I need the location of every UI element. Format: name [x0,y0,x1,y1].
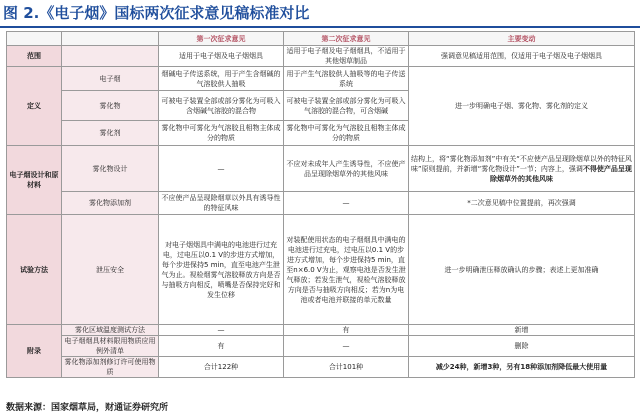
cell-change: 删除 [409,336,635,357]
change-highlight: 不得使产品呈现除烟草外的其他风味 [490,164,632,183]
table-row [7,67,635,91]
item-material-exceptions: 电子烟烟具材料限用物质应用例外清单 [62,336,159,357]
table-row [7,336,635,357]
cell-first-draft: 不应使产品呈现除烟草以外具有诱导性的特征风味 [159,192,284,215]
item-scope [62,46,159,67]
category-definition: 定义 [7,67,62,146]
cell-second-draft: 对装配使用状态的电子烟烟具中满电的电池进行过充电，过电压以0.1 V的步进方式增加，每个步进保持5 min，直至n×6.0 V为止，观察电池是否发生泄气释放；若发生泄气，视检气溶胶释放方向是否与抽吸方向相反；若为n为电池或者电池并联接的单元数量 [284,215,409,325]
item-ecig: 电子烟 [62,67,159,91]
cell-change: 进一步明确泄压释放确认的步骤；表述上更加准确 [409,215,635,325]
cell-first-draft: 适用于电子烟及电子烟烟具 [159,46,284,67]
category-design-materials: 电子烟设计和原材料 [7,146,62,215]
header-item [62,32,159,46]
cell-second-draft: — [284,336,409,357]
category-test-method: 试验方法 [7,215,62,325]
category-scope: 范围 [7,46,62,67]
change-text: 结构上，将“雾化物添加剂”中有关“不应使产品呈现除烟草以外的特征风味”原则提前，并新增“雾化物设计”一节；内容上，强调 [411,154,632,173]
item-atomizing-agent: 雾化剂 [62,121,159,146]
header-row [7,32,635,46]
category-appendix: 附录 [7,325,62,378]
header-first-draft: 第一次征求意见 [159,32,284,46]
cell-first-draft: 对电子烟烟具中满电的电池进行过充电，过电压以0.1 V的步进方式增加，每个步进保持5 min，直至电池产生泄气为止。视检烟雾气溶胶释放方向是否与抽吸方向相反，喷嘴是否保持完好和发生位移 [159,215,284,325]
cell-change: 强调意见稿适用范围，仅适用于电子烟及电子烟烟具 [409,46,635,67]
cell-first-draft: 可被电子装置全部或部分雾化为可吸入含烟碱气溶胶的混合物 [159,91,284,121]
data-source: 数据来源：国家烟草局，财通证券研究所 [6,403,169,413]
table-row [7,192,635,215]
cell-second-draft: 适用于电子烟及电子烟烟具，不适用于其他烟草制品 [284,46,409,67]
cell-change [409,146,635,192]
cell-first-draft: 合计122种 [159,357,284,378]
cell-second-draft: 用于产生气溶胶供人抽吸等的电子传送系统 [284,67,409,91]
item-atomized-substance: 雾化物 [62,91,159,121]
header-category [7,32,62,46]
cell-second-draft: 有 [284,325,409,336]
header-second-draft: 第二次征求意见 [284,32,409,46]
cell-first-draft: 烟碱电子传送系统，用于产生含烟碱的气溶胶供人抽吸 [159,67,284,91]
cell-change: 新增 [409,325,635,336]
item-temp-test: 雾化区域温度测试方法 [62,325,159,336]
table-row [7,357,635,378]
cell-change: *二次意见稿中位置提前，再次强调 [409,192,635,215]
cell-first-draft: — [159,146,284,192]
header-main-changes: 主要变动 [409,32,635,46]
cell-second-draft: 合计101种 [284,357,409,378]
cell-second-draft: 不应对未成年人产生诱导性，不应使产品呈现除烟草外的其他风味 [284,146,409,192]
cell-first-draft: 有 [159,336,284,357]
table-row [7,325,635,336]
comparison-table [6,31,635,378]
cell-second-draft: — [284,192,409,215]
cell-change: 进一步明确电子烟、雾化物、雾化剂的定义 [409,67,635,146]
cell-first-draft: 雾化物中可雾化为气溶胶且相物主体成分的物质 [159,121,284,146]
item-additives: 雾化物添加剂 [62,192,159,215]
cell-change: 减少24种，新增3种，另有18种添加剂降低最大使用量 [409,357,635,378]
item-atomized-substance-design: 雾化物设计 [62,146,159,192]
item-permitted-additives: 雾化物添加剂修订许可使用物质 [62,357,159,378]
cell-first-draft: — [159,325,284,336]
table-row [7,146,635,192]
item-pressure-relief: 泄压安全 [62,215,159,325]
table-row [7,215,635,325]
table-row [7,46,635,67]
cell-second-draft: 可被电子装置全部或部分雾化为可吸入气溶胶的混合物，可含烟碱 [284,91,409,121]
figure-title: 图 2.《电子烟》国标两次征求意见稿标准对比 [3,4,310,22]
figure-title-bar [0,0,640,28]
cell-second-draft: 雾化物中可雾化为气溶胶且相物主体成分的物质 [284,121,409,146]
